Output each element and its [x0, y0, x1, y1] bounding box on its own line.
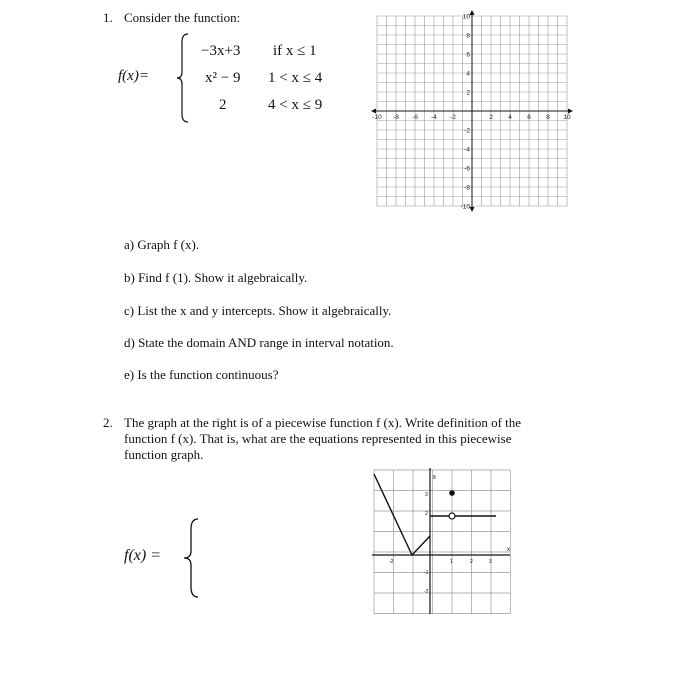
- q1-x-arrow-left: [371, 109, 376, 114]
- q1-ytick-label: 8: [466, 32, 470, 40]
- question-2-line-3: function graph.: [124, 447, 204, 462]
- q2-tick-labels: [389, 492, 492, 595]
- q1-xtick-label: 10: [563, 114, 571, 121]
- q1-x-arrow-right: [568, 109, 573, 114]
- q2-closed-dot: [449, 490, 455, 496]
- q2-xtick-1: 1: [450, 559, 453, 565]
- q1-ytick-label: -10: [460, 203, 470, 211]
- q1-xtick-label: -2: [450, 114, 456, 121]
- q1-xtick-label: 2: [489, 114, 493, 121]
- question-2-line-2: function f (x). That is, what are the equations represented in this piecewise: [124, 431, 512, 446]
- q1-ytick-label: 6: [466, 51, 470, 59]
- q1-y-arrow-down: [470, 207, 475, 212]
- q1-xtick-label: -8: [393, 114, 399, 121]
- q1-ytick-label: -4: [464, 146, 470, 154]
- q2-axes: [372, 468, 510, 614]
- q1-xtick-label: 4: [508, 114, 512, 121]
- q2-y-axis-label: 8: [433, 475, 436, 481]
- q1-xtick-label: 8: [546, 114, 550, 121]
- q2-function-lhs: [124, 547, 161, 565]
- q2-ytick-3: 3: [425, 492, 428, 498]
- question-1-prompt: Consider the function:: [124, 10, 241, 25]
- q1-part-b: b) Find f (1). Show it algebraically.: [124, 270, 308, 285]
- q1-left-brace: [176, 32, 190, 124]
- q1-xtick-label: -10: [372, 114, 382, 121]
- q1-ytick-label: -8: [464, 184, 470, 192]
- q1-part-d: d) State the domain AND range in interval notation.: [124, 335, 394, 350]
- q2-xtick-3: 3: [489, 559, 492, 565]
- q1-part-a: a) Graph f (x).: [124, 237, 200, 252]
- q2-v-shape-line: [374, 474, 430, 555]
- question-2-number: 2.: [103, 415, 113, 430]
- q2-ytick-2: 2: [425, 511, 428, 517]
- q1-case-3-expr: 2: [219, 97, 227, 113]
- q1-coordinate-grid[interactable]: [368, 8, 576, 214]
- q1-case-1-cond: if x ≤ 1: [273, 43, 317, 59]
- q1-ytick-label: 10: [462, 13, 470, 21]
- q1-ytick-label: 4: [466, 70, 470, 78]
- question-1-number: 1.: [103, 10, 113, 25]
- q1-function-lhs: [118, 68, 149, 85]
- q1-case-3-cond: 4 < x ≤ 9: [268, 97, 323, 113]
- q2-piecewise-graph: [372, 468, 512, 616]
- q2-ytick-neg1: -1: [424, 570, 429, 576]
- q2-left-brace: [182, 517, 200, 599]
- q2-x-axis-label: x: [507, 547, 510, 553]
- q1-xtick-label: -4: [431, 114, 437, 121]
- question-2-line-1: The graph at the right is of a piecewise function f (x). Write definition of the: [124, 415, 522, 430]
- q1-case-2-cond: 1 < x ≤ 4: [268, 70, 323, 86]
- q2-grid-lines: [374, 470, 511, 614]
- q1-part-c: c) List the x and y intercepts. Show it algebraically.: [124, 303, 392, 318]
- q1-xtick-label: -6: [412, 114, 418, 121]
- q1-case-2-expr: x² − 9: [205, 70, 241, 86]
- q1-axes: [371, 10, 573, 212]
- q1-case-1-expr: −3x+3: [201, 43, 241, 59]
- q2-open-dot: [449, 513, 455, 519]
- q2-xtick-neg2: -2: [389, 559, 394, 565]
- q1-part-e: e) Is the function continuous?: [124, 367, 279, 382]
- q2-lhs-text: f(x) =: [124, 547, 161, 564]
- q1-ytick-label: 2: [466, 89, 470, 97]
- q1-xtick-label: 6: [527, 114, 531, 121]
- q2-xtick-2: 2: [470, 559, 473, 565]
- q2-ytick-neg2: -2: [424, 589, 429, 595]
- q1-ytick-label: -2: [464, 127, 470, 135]
- q1-ytick-label: -6: [464, 165, 470, 173]
- q1-lhs-text: f(x)=: [118, 68, 149, 84]
- q1-y-arrow-up: [470, 10, 475, 15]
